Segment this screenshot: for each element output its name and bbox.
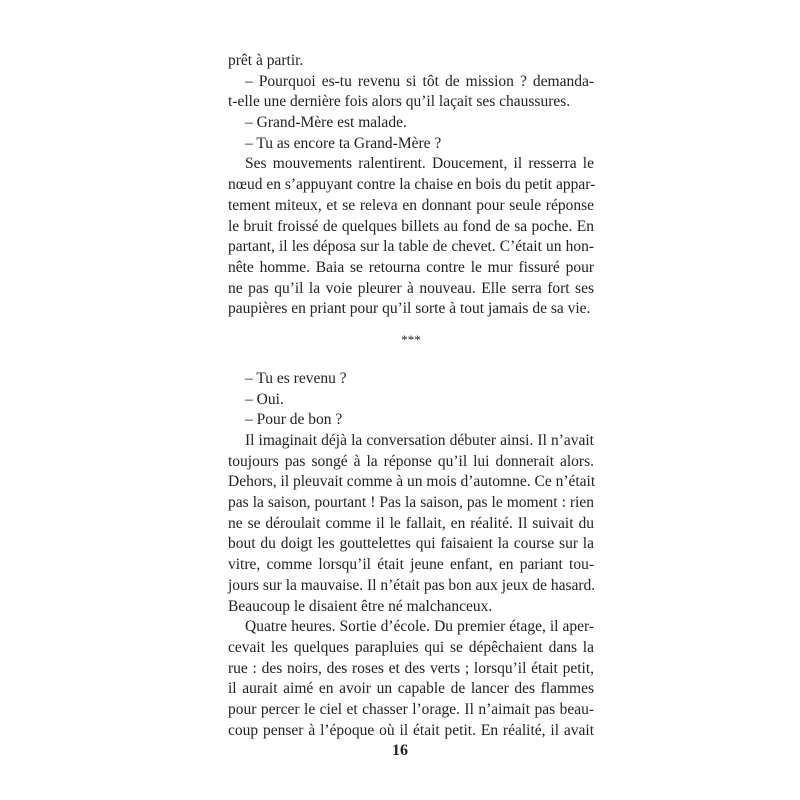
text-line: partant, il les déposa sur la table de chevet. C’était un hon- bbox=[228, 238, 594, 256]
text-line: coup penser à l’époque où il était petit. En réalité, il avait bbox=[228, 721, 594, 739]
book-page-text bbox=[228, 51, 594, 741]
text-line: – Pourquoi es-tu revenu si tôt de mission ? demanda- bbox=[245, 72, 594, 90]
text-line: t-elle une dernière fois alors qu’il laçait ses chaussures. bbox=[228, 93, 571, 111]
bottom-passage bbox=[228, 369, 594, 741]
text-line: Beaucoup le disaient être né malchanceux. bbox=[228, 597, 493, 615]
text-line: il aurait aimé en avoir un capable de lancer des flammes bbox=[228, 680, 594, 698]
text-line: bout du doigt les gouttelettes qui faisaient la course sur la bbox=[228, 535, 594, 553]
text-line: pas la saison, pourtant ! Pas la saison, pas le moment : rien bbox=[228, 494, 594, 512]
text-line: Quatre heures. Sortie d’école. Du premier étage, il aper- bbox=[245, 618, 594, 636]
dialogue-line: – Tu as encore ta Grand-Mère ? bbox=[245, 134, 442, 152]
text-line: cevait les quelques parapluies qui se dépêchaient dans la bbox=[228, 638, 594, 656]
text-line: Ses mouvements ralentirent. Doucement, il resserra le bbox=[245, 155, 594, 173]
text-line: pour percer le ciel et chasser l’orage. Il n’aimait pas beau- bbox=[228, 700, 594, 718]
text-line: toujours pas songé à la réponse qu’il lui donnerait alors. bbox=[228, 452, 594, 470]
text-line: paupières en priant pour qu’il sorte à tout jamais de sa vie. bbox=[228, 300, 591, 318]
text-line: nête homme. Baia se retourna contre le mur fissuré pour bbox=[228, 258, 594, 276]
text-line: jours sur la mauvaise. Il n’était pas bon aux jeux de hasard. bbox=[228, 576, 596, 594]
top-passage bbox=[228, 51, 594, 320]
text-line: ne pas qu’il la voie pleurer à nouveau. Elle serra fort ses bbox=[228, 279, 594, 297]
text-line: rue : des noirs, des roses et des verts ; lorsqu’il était petit, bbox=[228, 659, 594, 677]
dialogue-line: – Grand-Mère est malade. bbox=[245, 114, 407, 132]
dialogue-line: – Oui. bbox=[245, 390, 284, 408]
dialogue-line: – Pour de bon ? bbox=[245, 411, 343, 429]
text-line: ne se déroulait comme il le fallait, en réalité. Il suivait du bbox=[228, 514, 594, 532]
text-line: le bruit froissé de quelques billets au fond de sa poche. En bbox=[228, 217, 594, 235]
text-line: Il imaginait déjà la conversation débuter ainsi. Il n’avait bbox=[245, 432, 594, 449]
dialogue-line: – Tu es revenu ? bbox=[245, 369, 347, 387]
page-number: 16 bbox=[392, 742, 408, 759]
text-line: vitre, comme lorsqu’il était jeune enfant, en pariant tou- bbox=[228, 556, 594, 574]
text-line: nœud en s’appuyant contre la chaise en bois du petit appar- bbox=[228, 176, 596, 194]
section-break: *** bbox=[401, 331, 421, 347]
text-line: tement miteux, et se releva en donnant pour seule réponse bbox=[228, 196, 594, 214]
text-line: Dehors, il pleuvait comme à un mois d’automne. Ce n’était bbox=[228, 473, 596, 491]
text-line: prêt à partir. bbox=[228, 52, 304, 69]
